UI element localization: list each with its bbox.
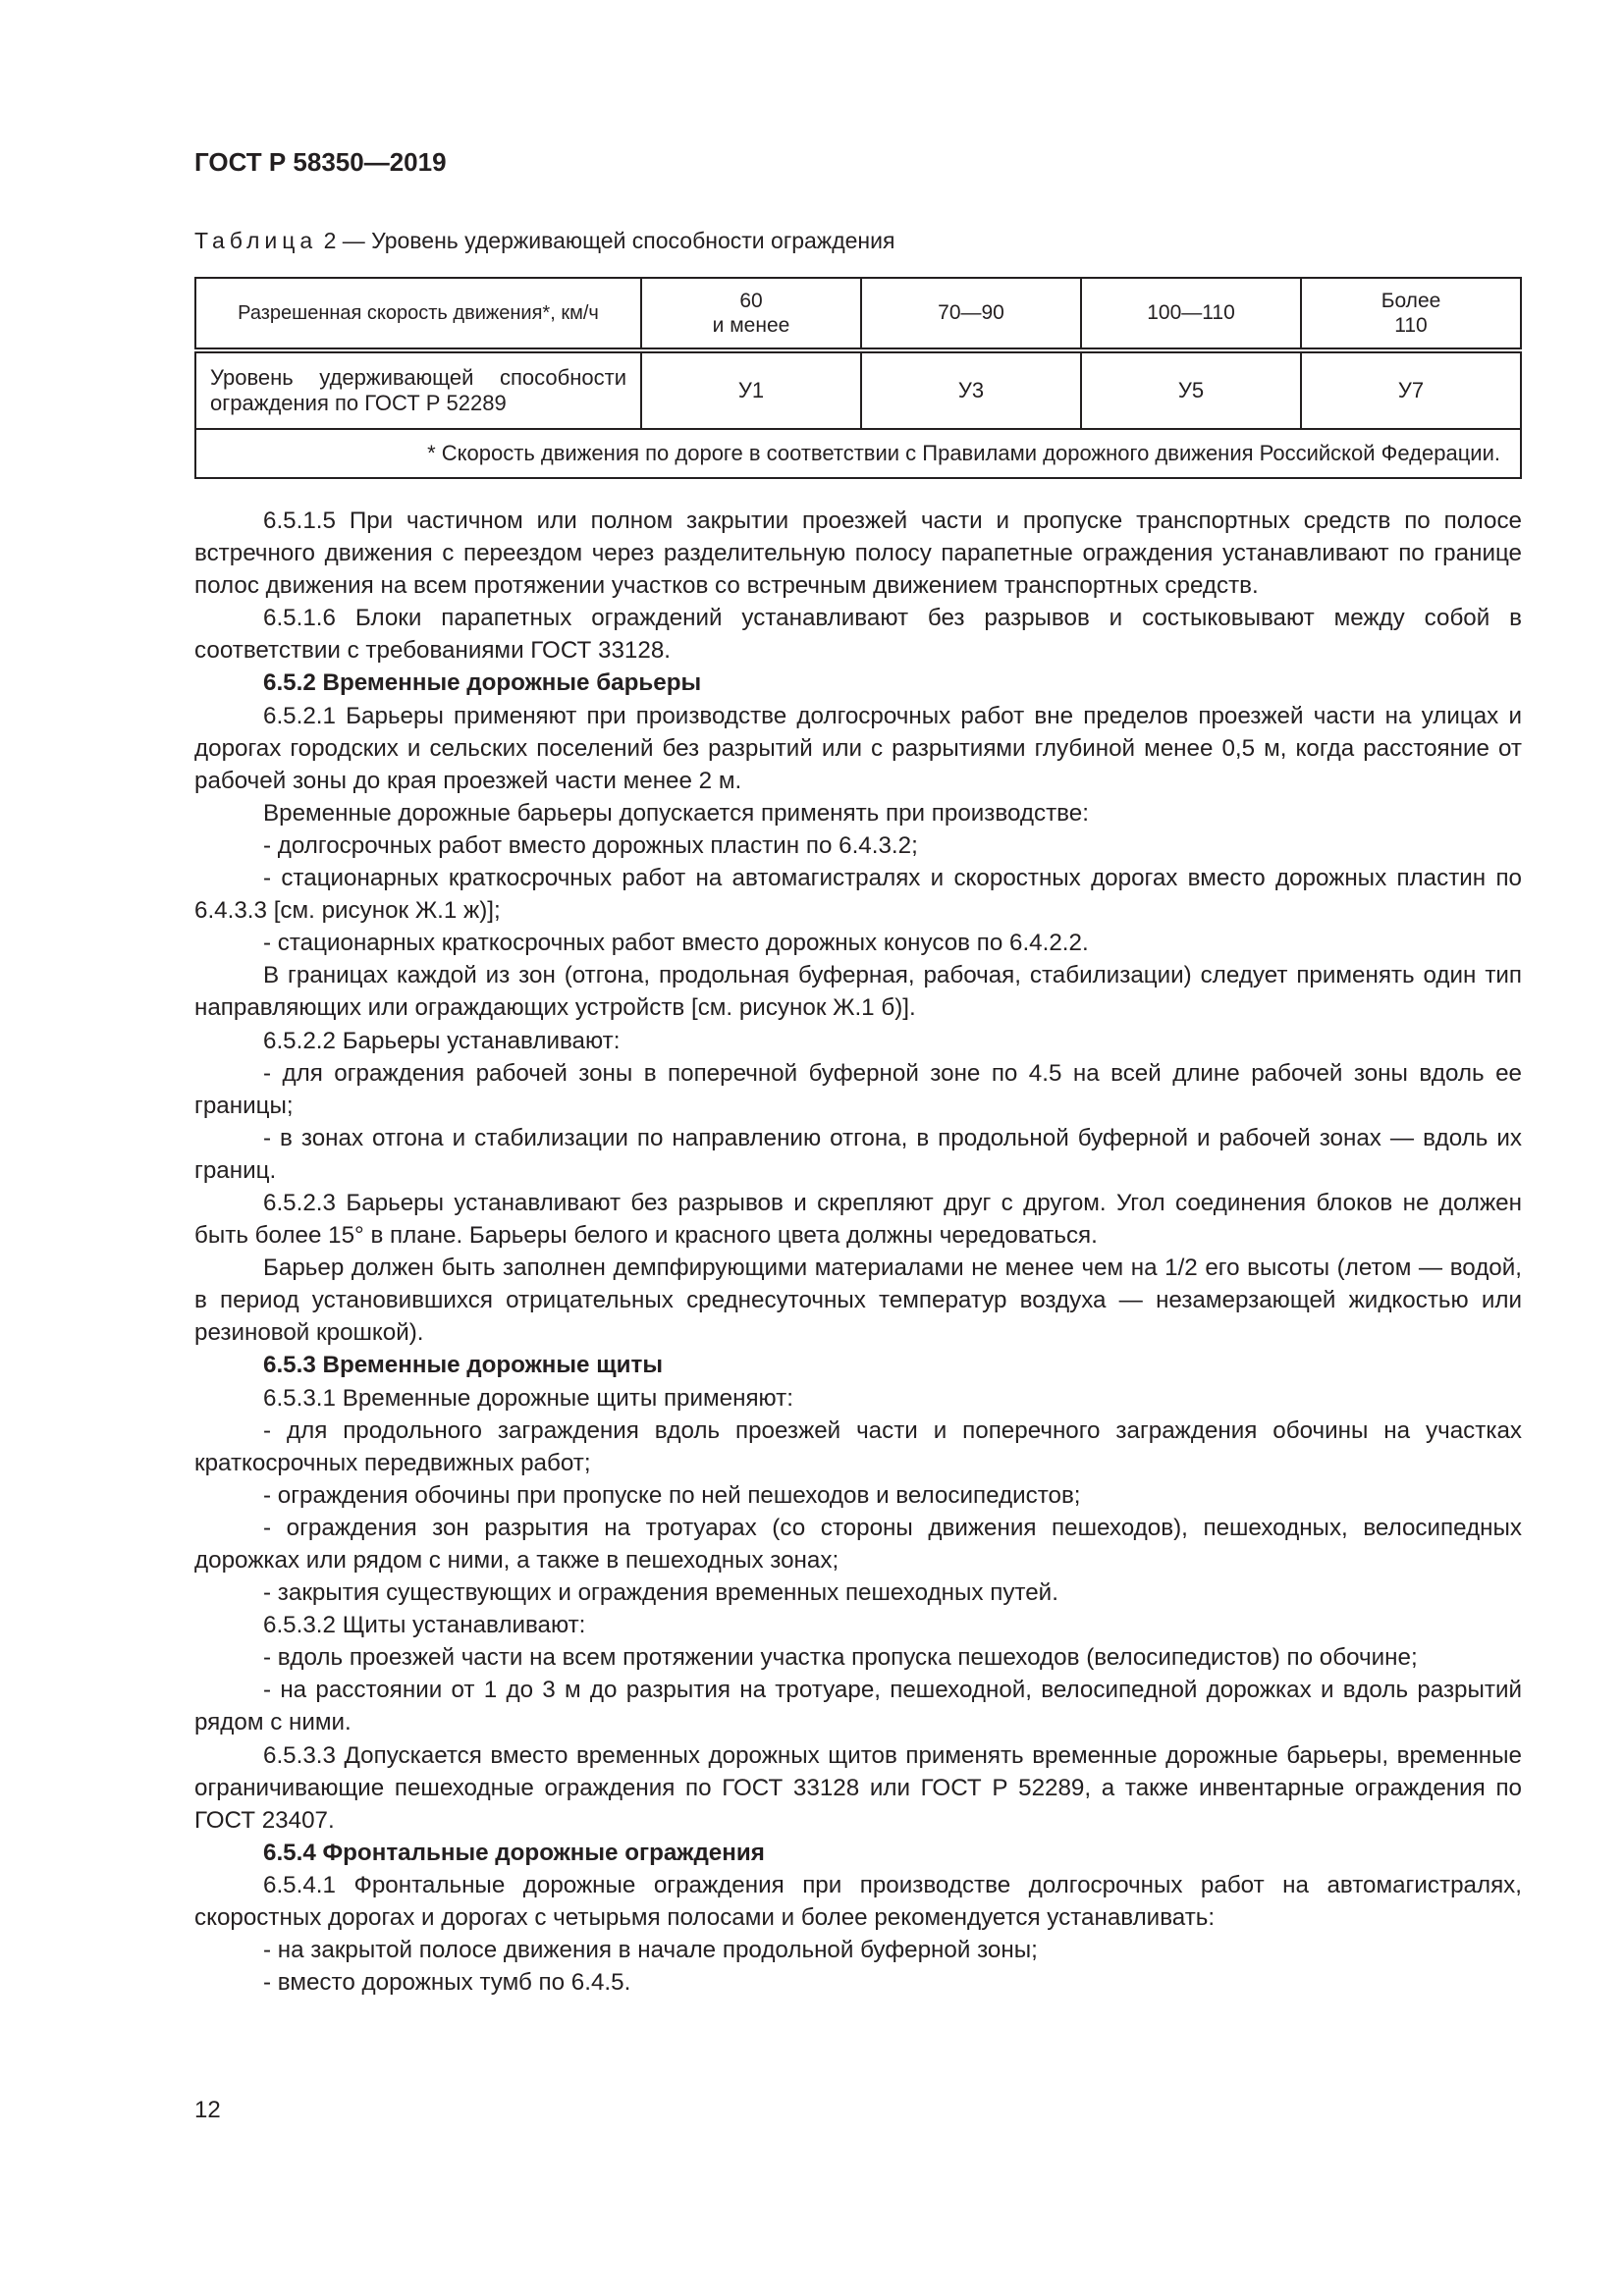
table-cell-level: У1 [641,350,861,429]
table-cell-speed: 100—110 [1081,278,1301,350]
list-item: - вдоль проезжей части на всем протяжении участка пропуска пешеходов (велосипедистов) по обочине; [263,1644,1418,1672]
paragraph: 6.5.3.2 Щиты устанавливают: [263,1612,586,1639]
section-heading: 6.5.3 Временные дорожные щиты [263,1352,664,1379]
paragraph: 6.5.2.1 Барьеры применяют при производстве долгосрочных работ вне пределов проезжей части на улицах и дорогах городских и сельских поселений без разрытий или с разрытиями глубиной менее 0,5 м, когда расстояние от рабочей зоны до края проезжей части менее 2 м. [194,702,1522,794]
list-item: - ограждения обочины при пропуске по ней пешеходов и велосипедистов; [263,1481,1081,1509]
paragraph: В границах каждой из зон (отгона, продольная буферная, рабочая, стабилизации) следует применять один тип направляющих или ограждающих устройств [см. рисунок Ж.1 б)]. [194,962,1522,1022]
table-cell-speed-label: Разрешенная скорость движения*, км/ч [195,278,641,350]
table-caption-text: 2 — Уровень удерживающей способности ограждения [323,228,895,253]
paragraph: 6.5.2.3 Барьеры устанавливают без разрывов и скрепляют друг с другом. Угол соединения блоков не должен быть более 15° в плане. Барьеры белого и красного цвета должны чередоваться. [194,1189,1522,1250]
list-item: - стационарных краткосрочных работ на автомагистралях и скоростных дорогах вместо дорожных пластин по 6.4.3.3 [см. рисунок Ж.1 ж)]; [194,865,1522,925]
section-heading: 6.5.2 Временные дорожные барьеры [263,669,702,697]
table-cell-level: У5 [1081,350,1301,429]
table-cell-level: У7 [1301,350,1521,429]
table-row-speed [195,278,1521,350]
list-item: - на закрытой полосе движения в начале продольной буферной зоны; [263,1937,1038,1964]
section-heading: 6.5.4 Фронтальные дорожные ограждения [263,1839,765,1866]
document-id-header: ГОСТ Р 58350—2019 [194,147,447,177]
paragraph: 6.5.2.2 Барьеры устанавливают: [263,1027,621,1054]
table-footnote: * Скорость движения по дороге в соответствии с Правилами дорожного движения Российской Федерации. [195,429,1521,478]
paragraph: 6.5.3.3 Допускается вместо временных дорожных щитов применять временные дорожные барьеры, временные ограничивающие пешеходные ограждения по ГОСТ 33128 или ГОСТ Р 52289, а также инвентарные ограждения по ГОСТ 23407. [194,1741,1522,1834]
table-cell-level-label: Уровень удерживающей способности ограждения по ГОСТ Р 52289 [195,350,641,429]
table-caption [194,228,894,254]
table-row-level [195,350,1521,429]
list-item: - закрытия существующих и ограждения временных пешеходных путей. [263,1579,1058,1607]
list-item: - для продольного заграждения вдоль проезжей части и поперечного заграждения обочины на участках краткосрочных передвижных работ; [194,1416,1522,1476]
list-item: - в зонах отгона и стабилизации по направлению отгона, в продольной буферной и рабочей зонах — вдоль их границ. [194,1124,1522,1184]
body-text [194,505,1522,1999]
paragraph: Барьер должен быть заполнен демпфирующими материалами не менее чем на 1/2 его высоты (летом — водой, в период установившихся отрицательных среднесуточных температур воздуха — незамерзающей жидкостью или резиновой крошкой). [194,1255,1522,1347]
restraint-level-table [194,277,1522,479]
paragraph: 6.5.1.6 Блоки парапетных ограждений устанавливают без разрывов и состыковывают между собой в соответствии с требованиями ГОСТ 33128. [194,605,1522,665]
page-number: 12 [194,2097,221,2123]
list-item: - долгосрочных работ вместо дорожных пластин по 6.4.3.2; [263,831,918,859]
paragraph: 6.5.4.1 Фронтальные дорожные ограждения при производстве долгосрочных работ на автомагистралях, скоростных дорогах и дорогах с четырьмя полосами и более рекомендуется устанавливать: [194,1871,1522,1932]
table-row-footnote [195,429,1521,478]
list-item: - вместо дорожных тумб по 6.4.5. [263,1969,631,1997]
table-caption-prefix: Таблица [194,228,318,253]
list-item: - ограждения зон разрытия на тротуарах (со стороны движения пешеходов), пешеходных, велосипедных дорожках или рядом с ними, а также в пешеходных зонах; [194,1514,1522,1574]
paragraph: 6.5.1.5 При частичном или полном закрытии проезжей части и пропуске транспортных средств по полосе встречного движения с переездом через разделительную полосу парапетные ограждения устанавливают по границе полос движения на всем протяжении участков со встречным движением транспортных средств. [194,507,1522,600]
list-item: - на расстоянии от 1 до 3 м до разрытия на тротуаре, пешеходной, велосипедной дорожках и вдоль разрытий рядом с ними. [194,1677,1522,1736]
table-cell-level: У3 [861,350,1081,429]
paragraph: Временные дорожные барьеры допускается применять при производстве: [263,799,1089,827]
table-cell-speed: 70—90 [861,278,1081,350]
table-cell-speed: 60 и менее [641,278,861,350]
list-item: - стационарных краткосрочных работ вместо дорожных конусов по 6.4.2.2. [263,930,1089,957]
paragraph: 6.5.3.1 Временные дорожные щиты применяют: [263,1384,793,1412]
table-cell-speed: Более 110 [1301,278,1521,350]
list-item: - для ограждения рабочей зоны в поперечной буферной зоне по 4.5 на всей длине рабочей зоны вдоль ее границы; [194,1059,1522,1119]
